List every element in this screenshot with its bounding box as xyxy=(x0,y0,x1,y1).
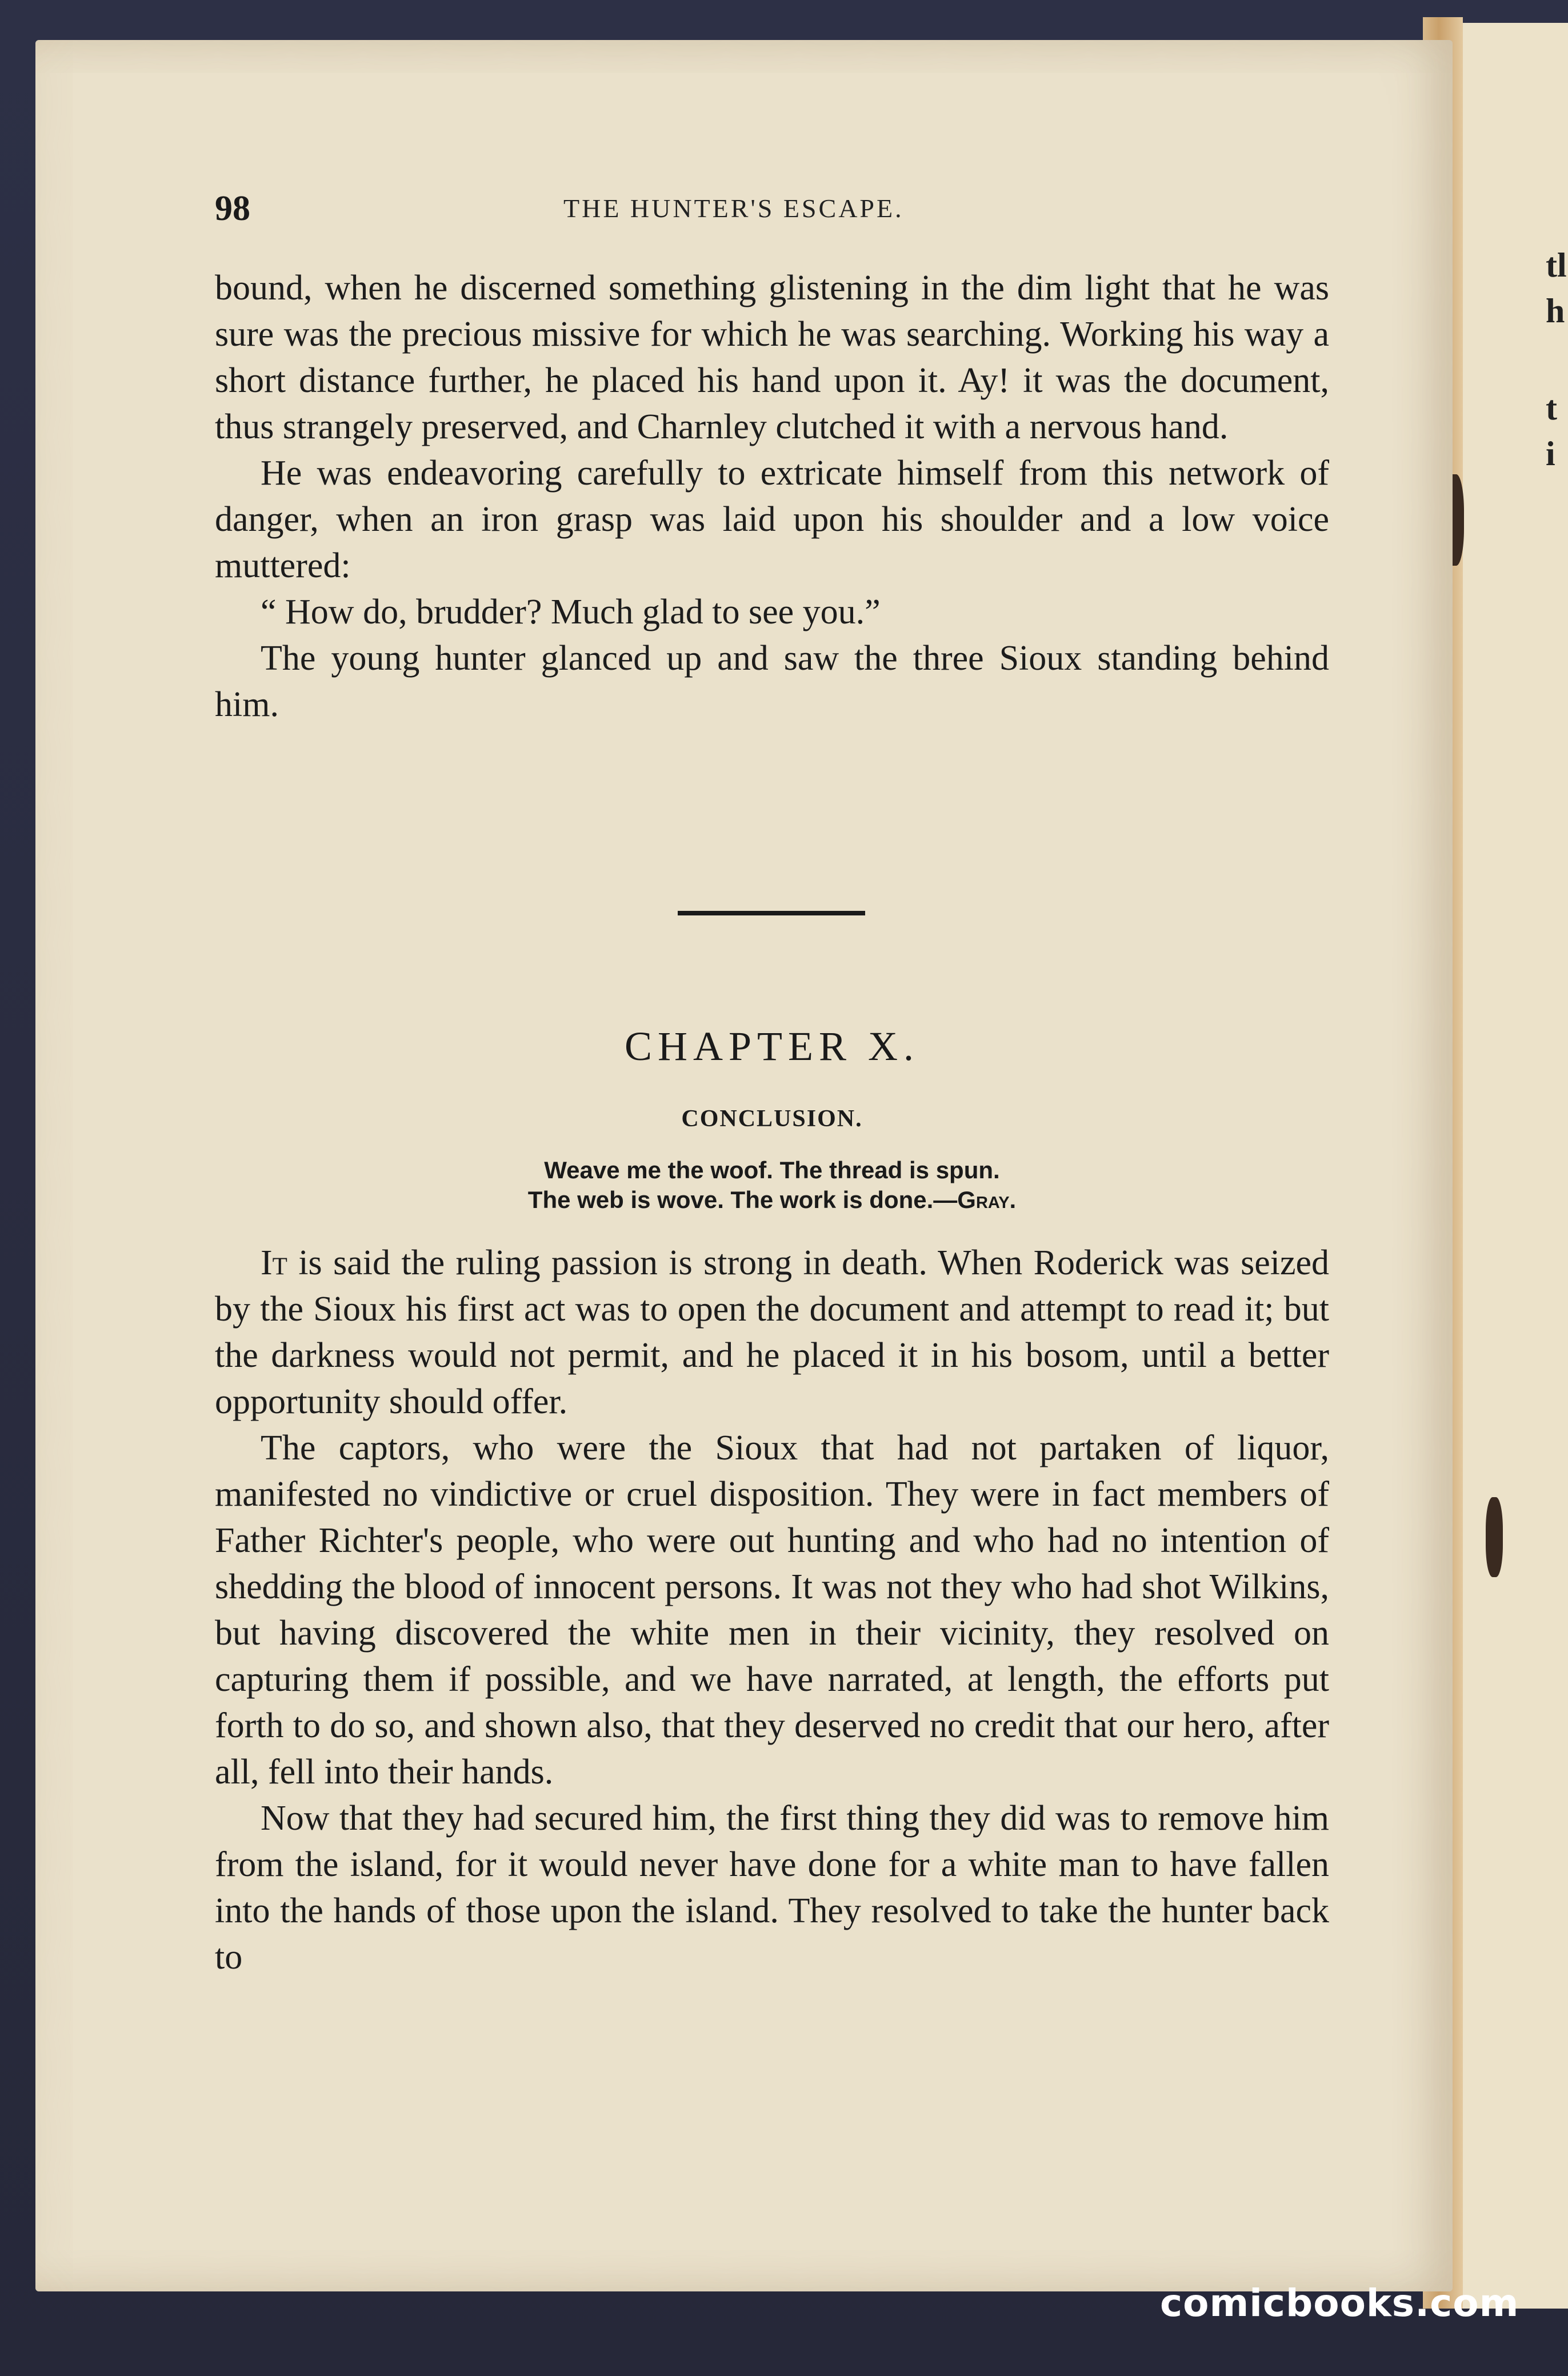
paragraph: He was endeavoring carefully to extricate himself from this network of danger, when an iron grasp was laid upon his shoulder and a low voice muttered: xyxy=(215,454,1329,585)
epigraph-line-with-attribution xyxy=(215,1185,1329,1215)
paragraph: The captors, who were the Sioux that had not partaken of liquor, manifested no vindictive or cruel disposition. They were in fact members of Father Richter's people, who were out hunting and who had no intention of shedding the blood of innocent persons. It was not they who had shot Wilkins, but having discovered the white men in their vicinity, they resolved on capturing them if possible, and we have narrated, at length, the efforts put forth to do so, and shown also, that they deserved no credit that our hero, after all, fell into their hands. xyxy=(215,1429,1329,1791)
facing-page-edge xyxy=(1463,23,1568,2309)
paragraph: Now that they had secured him, the first thing they did was to remove him from the island, for it would never have done for a white man to have fallen into the hands of those upon the island. They resolved to take the hunter back to xyxy=(215,1799,1329,1977)
epigraph xyxy=(215,1155,1329,1215)
body-text-top xyxy=(215,265,1329,728)
dialogue-line: “ How do, brudder? Much glad to see you.” xyxy=(261,593,881,631)
facing-page-fragment: i xyxy=(1546,435,1555,473)
epigraph-line: The web is wove. The work is done.— xyxy=(527,1186,958,1213)
paragraph xyxy=(215,1240,1329,1425)
binding-damage xyxy=(1486,1497,1503,1577)
lead-word: It xyxy=(261,1243,287,1282)
epigraph-line: Weave me the woof. The thread is spun. xyxy=(544,1157,1000,1183)
epigraph-attribution: Gray. xyxy=(957,1186,1017,1213)
facing-page-fragment: tl xyxy=(1546,246,1567,284)
facing-page-fragment: h xyxy=(1546,292,1565,330)
body-text-chapter xyxy=(215,1240,1329,1981)
chapter-title: CHAPTER X. xyxy=(624,1023,920,1069)
facing-page-fragment: t xyxy=(1546,389,1557,427)
running-head xyxy=(215,189,1358,234)
paragraph-text: is said the ruling passion is strong in death. When Roderick was seized by the Sioux his first act was to open the document and attempt to read it; but the darkness would not permit, and he placed it in his bosom, until a better opportunity should offer. xyxy=(215,1243,1329,1421)
section-divider xyxy=(678,911,865,915)
site-watermark: comicbooks.com xyxy=(1160,2281,1519,2325)
paragraph: The young hunter glanced up and saw the three Sioux standing behind him. xyxy=(215,639,1329,724)
chapter-subtitle: CONCLUSION. xyxy=(681,1106,863,1132)
page-number: 98 xyxy=(215,189,250,228)
book-title: THE HUNTER'S ESCAPE. xyxy=(563,194,904,223)
paragraph: bound, when he discerned something glistening in the dim light that he was sure was the precious missive for which he was searching. Working his way a short distance further, he placed his hand upon it. Ay! it was the document, thus strangely preserved, and Charnley clutched it with a nervous hand. xyxy=(215,269,1329,446)
